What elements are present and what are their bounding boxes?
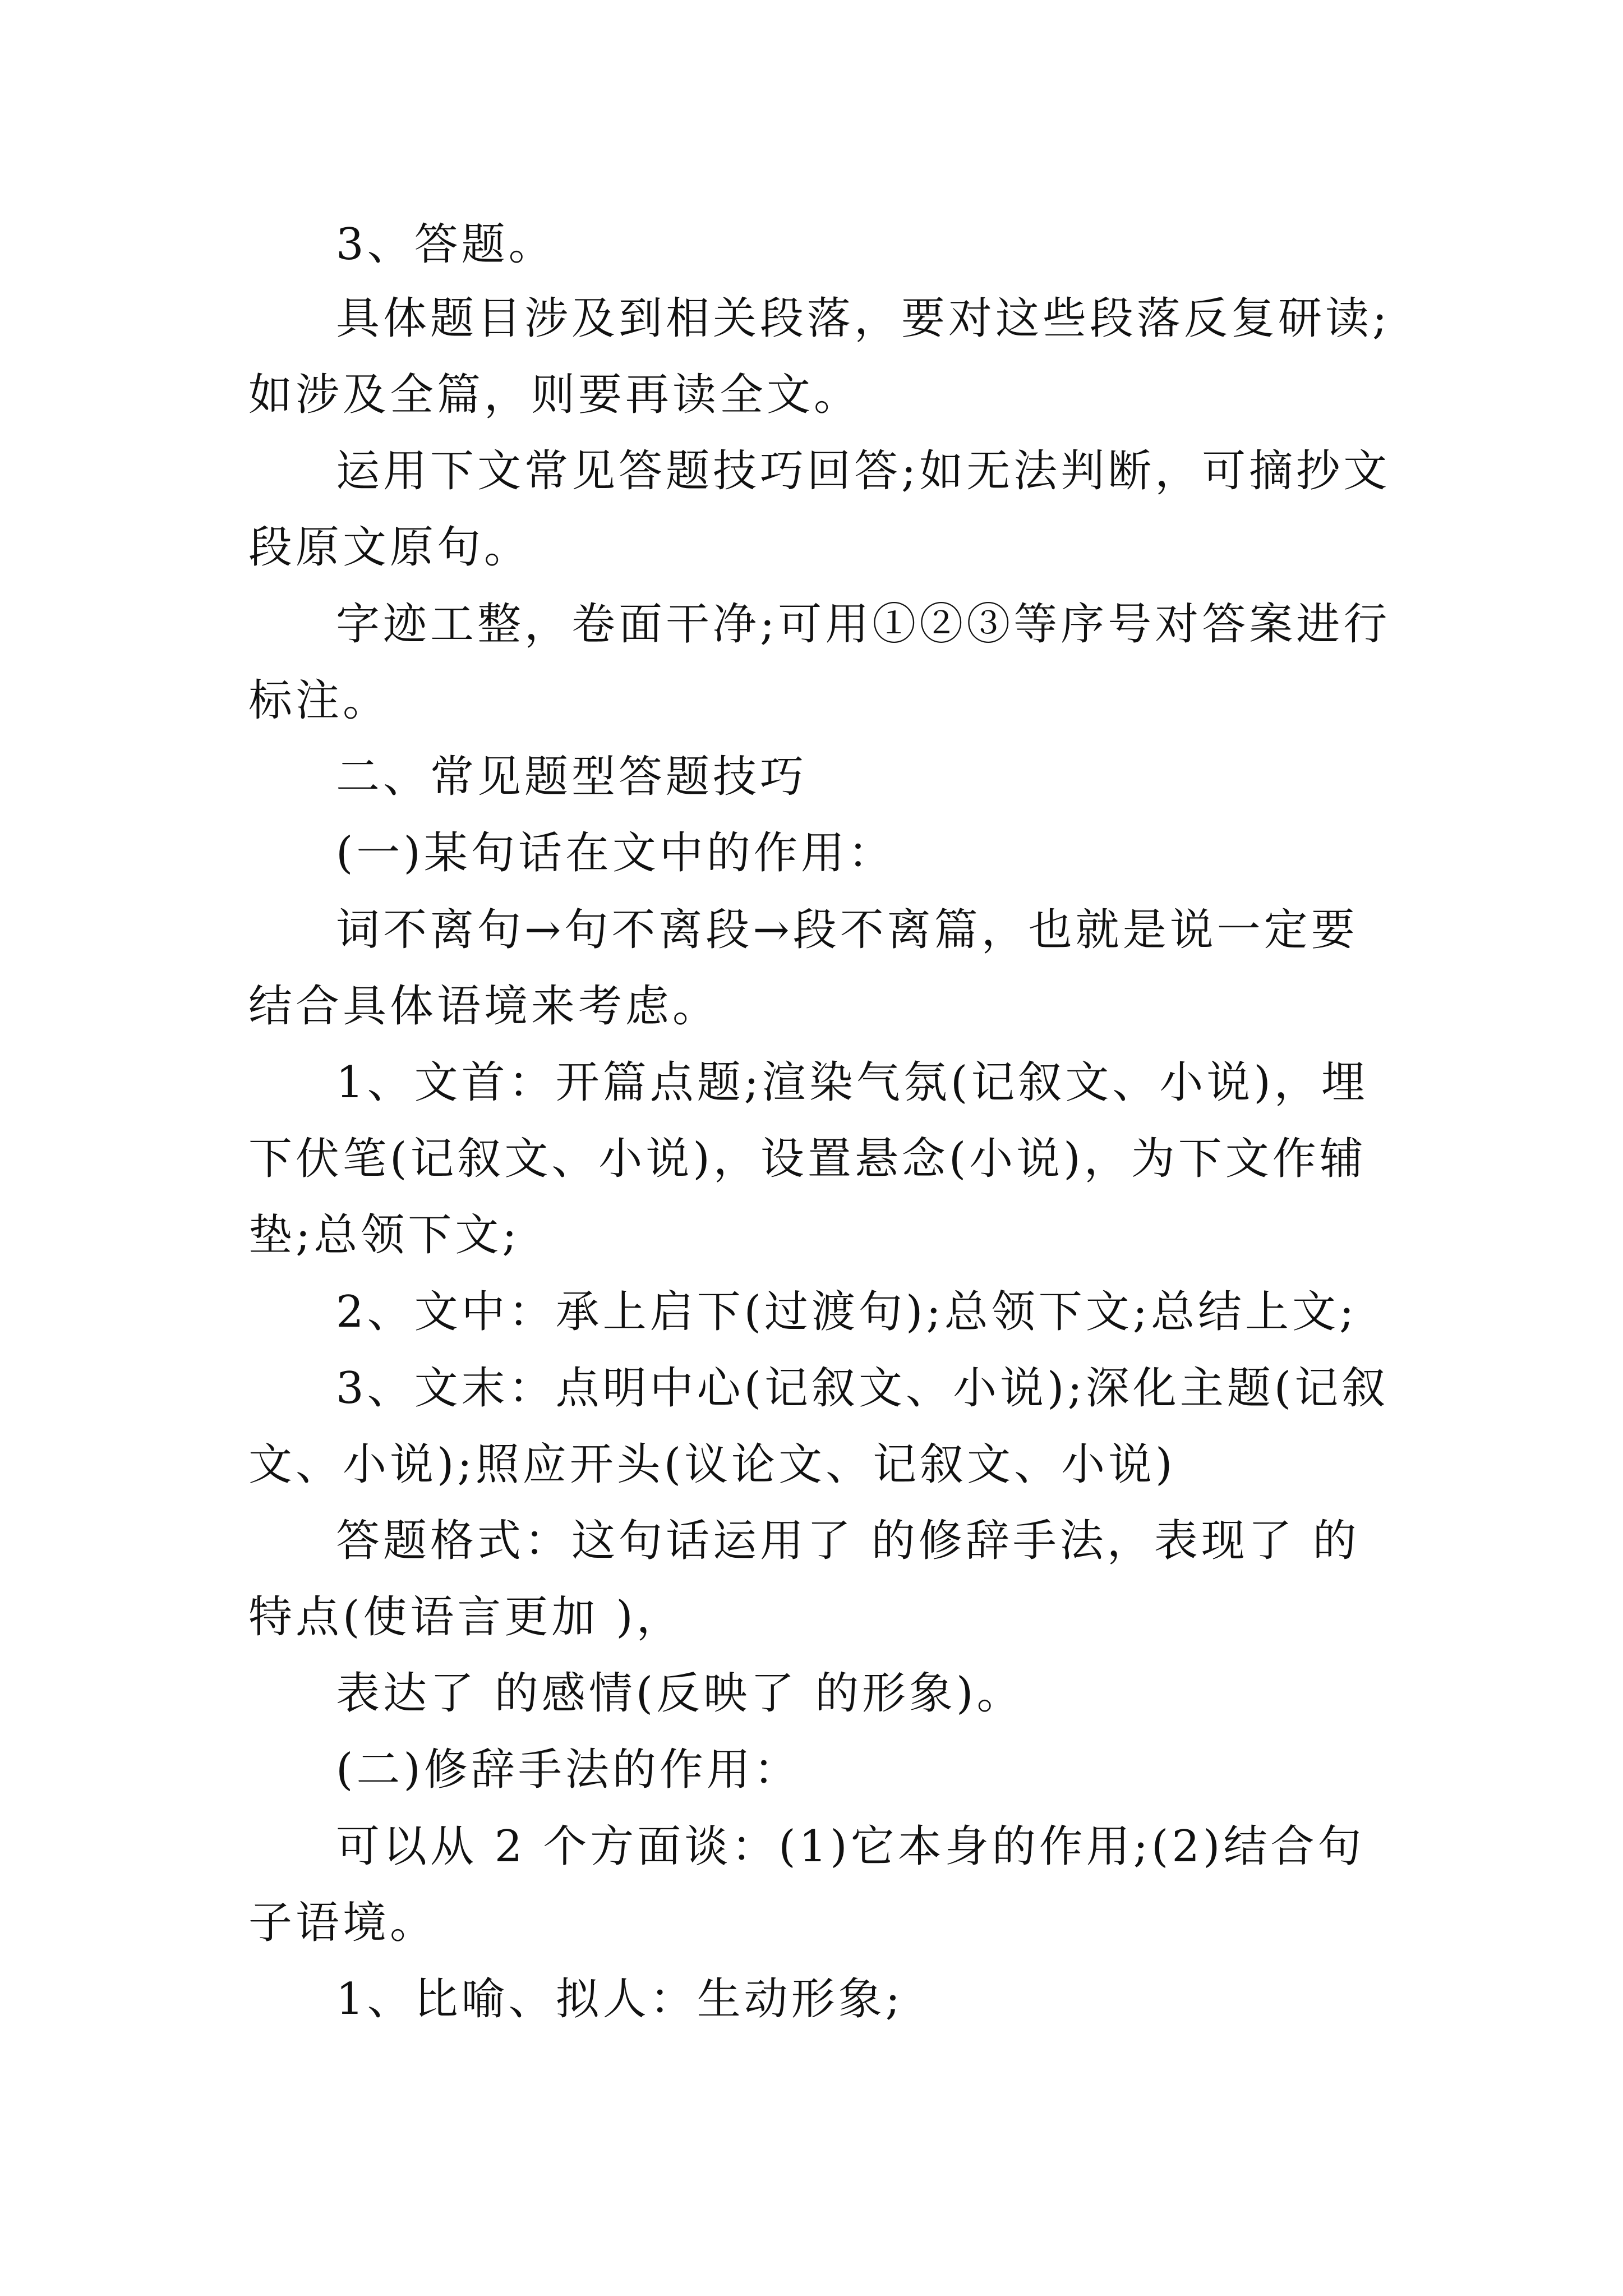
list-item-middle: 2、文中：承上启下(过渡句);总领下文;总结上文; (336, 1287, 1358, 1337)
list-item-ending: 3、文末：点明中心(记叙文、小说);深化主题(记叙文、小说);照应开头(议论文、记叙文、小说) (248, 1363, 1389, 1490)
subheading-sentence-role: (一)某句话在文中的作用： (336, 828, 895, 878)
paragraph-context: 词不离句→句不离段→段不离篇，也就是说一定要结合具体语境来考虑。 (248, 905, 1358, 1032)
paragraph-answer-format: 答题格式：这句话运用了 的修辞手法，表现了 的特点(使语言更加 )， (248, 1516, 1360, 1642)
paragraph-answer-format-cont: 表达了 的感情(反映了 的形象)。 (336, 1668, 1024, 1719)
paragraph-use-techniques: 运用下文常见答题技巧回答;如无法判断，可摘抄文段原文原句。 (248, 446, 1391, 573)
paragraph-related-sections: 具体题目涉及到相关段落，要对这些段落反复研读;如涉及全篇，则要再读全文。 (248, 293, 1391, 420)
paragraph-answer-step: 3、答题。 (336, 219, 556, 270)
list-item-metaphor: 1、比喻、拟人：生动形象; (336, 1974, 903, 2024)
paragraph-two-aspects: 可以从 2 个方面谈：(1)它本身的作用;(2)结合句子语境。 (248, 1821, 1365, 1948)
paragraph-handwriting: 字迹工整，卷面干净;可用①②③等序号对答案进行标注。 (248, 599, 1391, 726)
section-heading-common-questions: 二、常见题型答题技巧 (336, 752, 808, 802)
subheading-rhetoric-role: (二)修辞手法的作用： (336, 1745, 801, 1795)
list-item-beginning: 1、文首：开篇点题;渲染气氛(记叙文、小说)，埋下伏笔(记叙文、小说)，设置悬念(小说)，为下文作辅垫;总领下文; (248, 1057, 1368, 1260)
